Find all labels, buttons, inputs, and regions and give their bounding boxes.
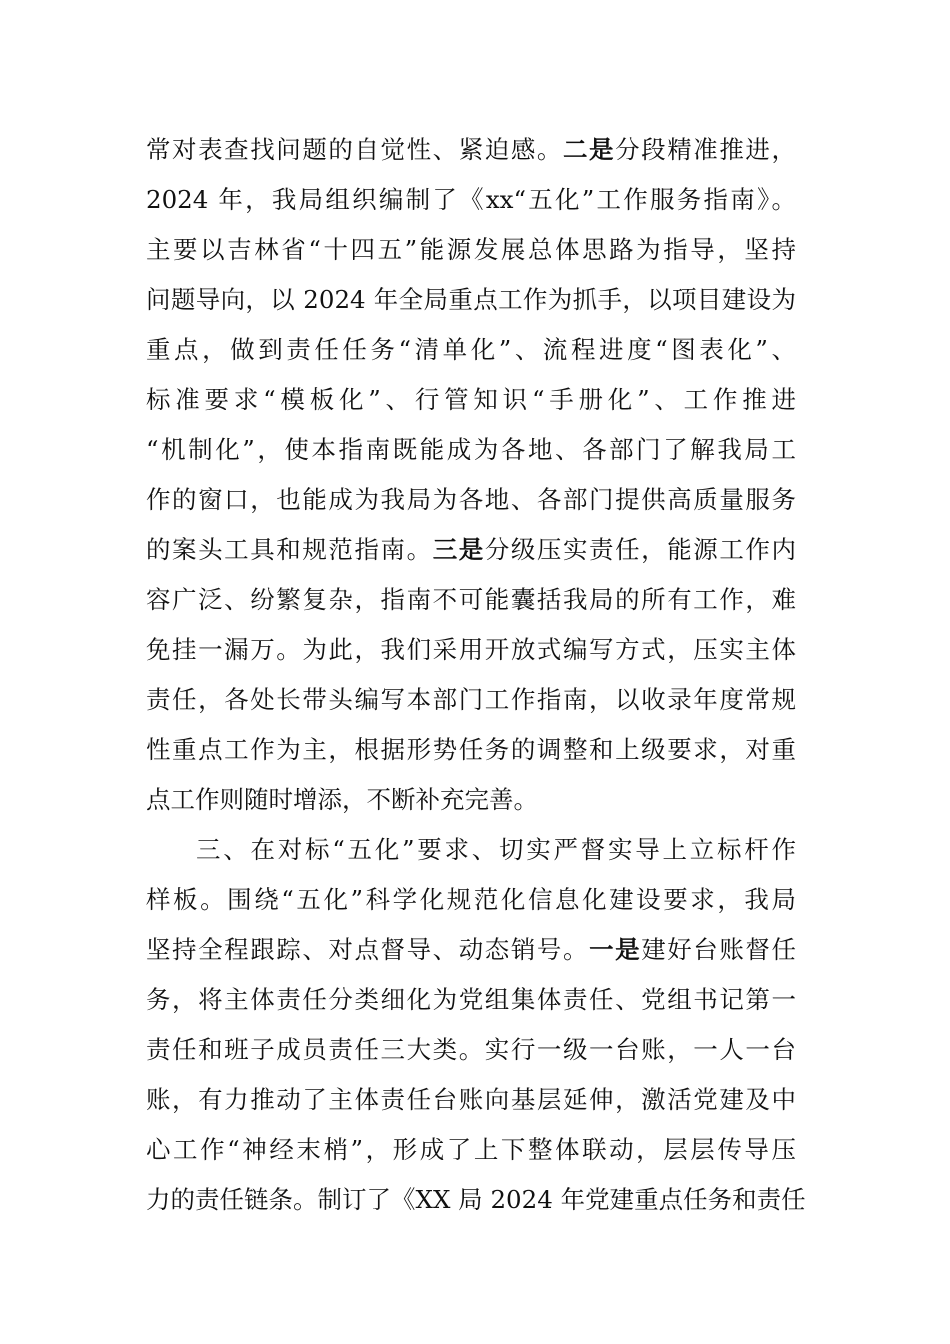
text-line — [146, 580, 806, 620]
text-line — [146, 630, 806, 670]
text-line — [146, 430, 806, 470]
text-run: 力的责任链条。制订了《XX 局 2024 年党建重点任务和责任 — [146, 1185, 806, 1214]
text-line-content — [146, 480, 796, 520]
text-run: 常对表查找问题的自觉性、紧迫感。 — [146, 135, 563, 164]
text-line-content — [146, 280, 796, 320]
text-run: 免挂一漏万。为此，我们采用开放式编写方式，压实主体 — [146, 635, 796, 664]
text-run: 作的窗口，也能成为我局为各地、各部门提供高质量服务 — [146, 485, 796, 514]
text-run: 样板。围绕“五化”科学化规范化信息化建设要求，我局 — [146, 885, 796, 914]
text-line — [146, 130, 806, 170]
text-line-content — [146, 680, 796, 720]
text-line — [146, 980, 806, 1020]
text-run: 三、在对标“五化”要求、切实严督实导上立标杆作 — [196, 835, 796, 864]
text-run: 主要以吉林省“十四五”能源发展总体思路为指导，坚持 — [146, 235, 796, 264]
text-line-content — [146, 1130, 796, 1170]
text-line — [146, 1080, 806, 1120]
text-run: 坚持全程跟踪、对点督导、动态销号。 — [146, 935, 590, 964]
text-line-content — [146, 430, 796, 470]
text-line-content — [146, 930, 796, 970]
text-run: 务，将主体责任分类细化为党组集体责任、党组书记第一 — [146, 985, 796, 1014]
text-line — [146, 1180, 806, 1220]
text-line-content — [146, 630, 796, 670]
emphasis-text: 三是 — [432, 535, 485, 564]
text-line-content — [146, 180, 796, 220]
text-line-content — [146, 980, 796, 1020]
text-run: 分级压实责任，能源工作内 — [484, 535, 796, 564]
text-run: 责任，各处长带头编写本部门工作指南，以收录年度常规 — [146, 685, 796, 714]
text-run: “机制化”，使本指南既能成为各地、各部门了解我局工 — [146, 435, 796, 464]
text-line — [146, 330, 806, 370]
text-line-content — [146, 580, 796, 620]
text-line — [146, 180, 806, 220]
text-line — [146, 780, 806, 820]
text-run: 2024 年，我局组织编制了《xx“五化”工作服务指南》。 — [146, 185, 796, 214]
text-run: 问题导向，以 2024 年全局重点工作为抓手，以项目建设为 — [146, 285, 796, 314]
text-line — [146, 530, 806, 570]
text-line-content — [146, 880, 796, 920]
text-run: 心工作“神经末梢”，形成了上下整体联动，层层传导压 — [146, 1135, 796, 1164]
text-run: 的案头工具和规范指南。 — [146, 535, 433, 564]
text-line — [146, 230, 806, 270]
text-run: 性重点工作为主，根据形势任务的调整和上级要求，对重 — [146, 735, 796, 764]
text-line — [146, 930, 806, 970]
text-line-content — [146, 1180, 806, 1220]
text-line — [146, 480, 806, 520]
text-line-content — [146, 230, 796, 270]
text-line-content — [146, 1080, 796, 1120]
text-run: 标准要求“模板化”、行管知识“手册化”、工作推进 — [146, 385, 796, 414]
text-run: 容广泛、纷繁复杂，指南不可能囊括我局的所有工作，难 — [146, 585, 796, 614]
text-line-content — [146, 130, 796, 170]
text-line — [146, 680, 806, 720]
text-line-content — [146, 530, 796, 570]
text-line-content — [146, 1030, 796, 1070]
text-line — [196, 830, 856, 870]
emphasis-text: 一是 — [589, 935, 642, 964]
text-run: 账，有力推动了主体责任台账向基层延伸，激活党建及中 — [146, 1085, 796, 1114]
text-run: 点工作则随时增添，不断补充完善。 — [146, 785, 538, 814]
text-line — [146, 280, 806, 320]
text-run: 重点，做到责任任务“清单化”、流程进度“图表化”、 — [146, 335, 796, 364]
text-line-content — [146, 785, 538, 814]
text-run: 建好台账督任 — [641, 935, 796, 964]
emphasis-text: 二是 — [563, 135, 616, 164]
text-line-content — [146, 330, 796, 370]
text-line — [146, 730, 806, 770]
text-line — [146, 1130, 806, 1170]
text-line-content — [196, 830, 796, 870]
text-line — [146, 380, 806, 420]
text-line-content — [146, 380, 796, 420]
text-line — [146, 1030, 806, 1070]
text-run: 分段精准推进， — [615, 135, 796, 164]
text-line — [146, 880, 806, 920]
text-line-content — [146, 730, 796, 770]
text-run: 责任和班子成员责任三大类。实行一级一台账，一人一台 — [146, 1035, 796, 1064]
